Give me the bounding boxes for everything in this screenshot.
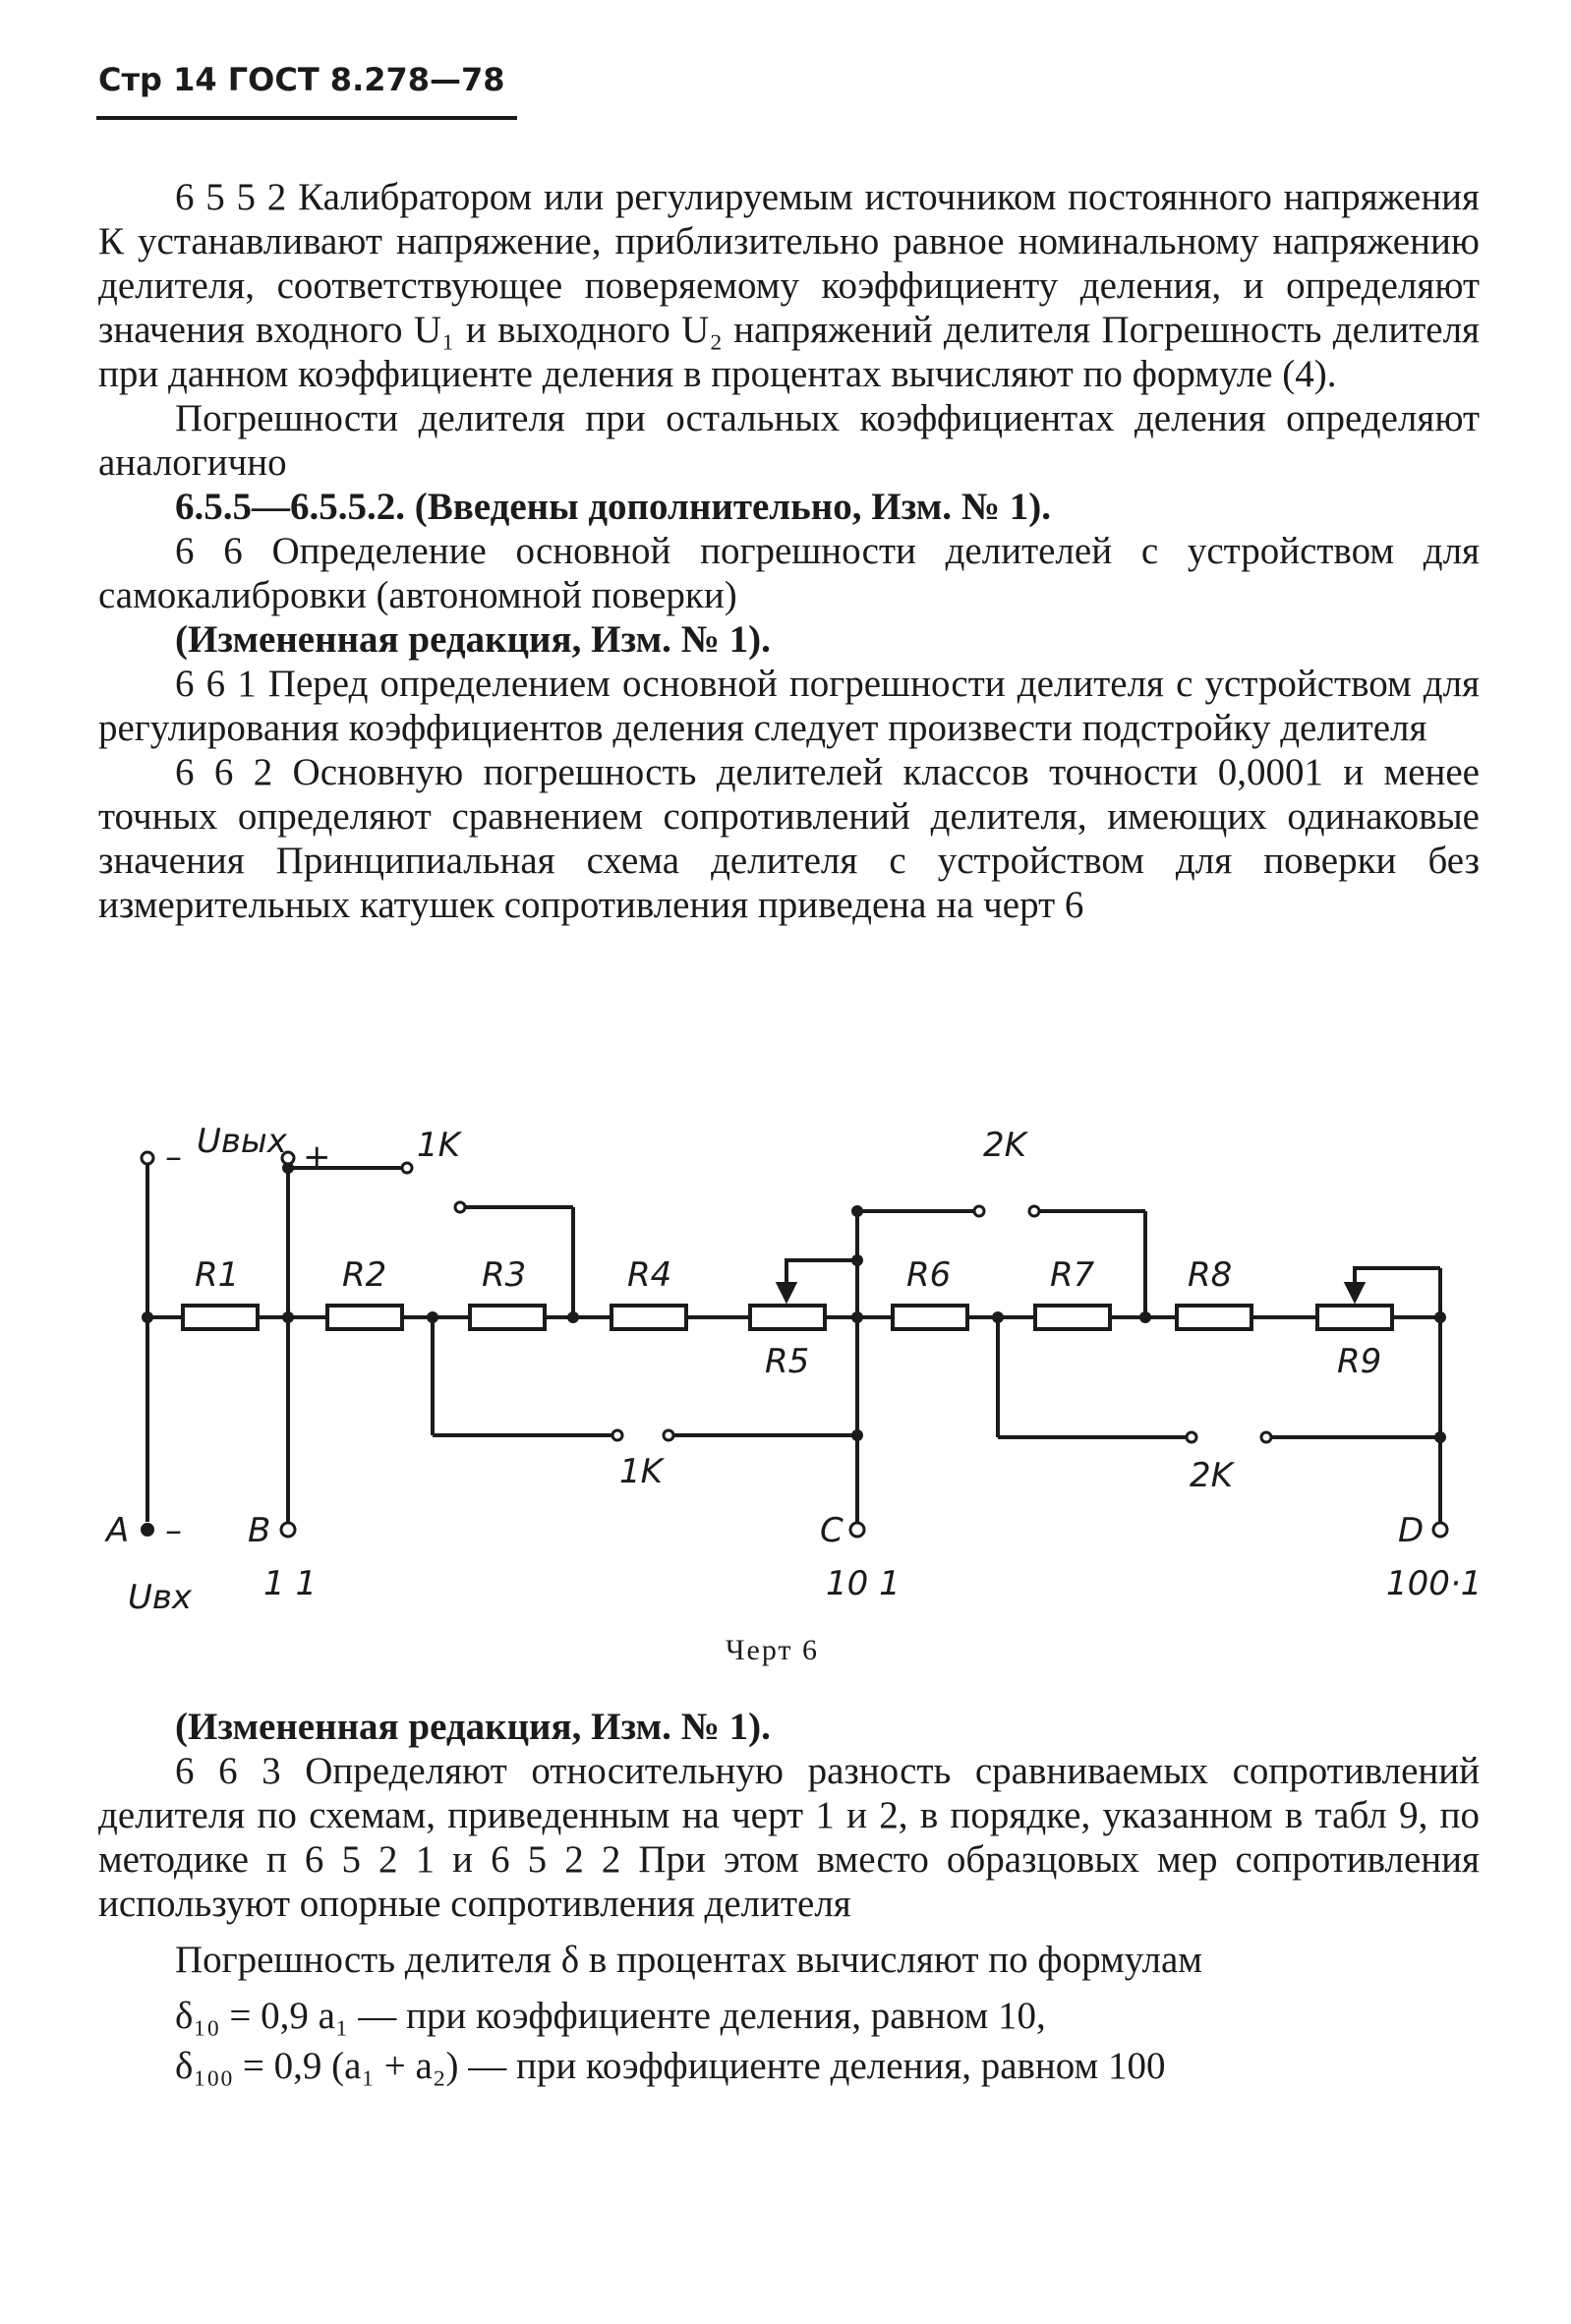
amendment-note: 6.5.5—6.5.5.2. (Введены дополнительно, Изм. № 1). (175, 486, 1051, 528)
junction-dot (427, 1311, 438, 1323)
junction-dot (1434, 1431, 1446, 1443)
junction-dot (1434, 1311, 1446, 1323)
junction-dot (1139, 1311, 1151, 1323)
terminal-c (850, 1523, 864, 1537)
junction-dot (851, 1429, 863, 1441)
resistor-r9 (1317, 1306, 1392, 1329)
terminal-b (281, 1523, 295, 1537)
resistor-r1 (183, 1306, 258, 1329)
resistor-r8 (1177, 1306, 1251, 1329)
paragraph: 6 6 1 Перед определением основной погрешности делителя с устройством для регулирования коэффициентов деления следует произвести подстройку делителя (98, 663, 1480, 749)
junction-dot (142, 1311, 153, 1323)
switch-label-2k-top: 2K (983, 1126, 1026, 1165)
junction-dot (992, 1311, 1004, 1323)
text-block-bottom (98, 1705, 1480, 2088)
r9-wiper (1355, 1268, 1440, 1296)
resistor-r5 (750, 1306, 825, 1329)
switch-label-2k-bottom: 2K (1190, 1456, 1233, 1495)
switch-label-1k-top: 1K (417, 1126, 460, 1165)
junction-dot (567, 1311, 579, 1323)
switch-contact (612, 1430, 622, 1440)
terminal-a-dot (141, 1523, 154, 1537)
plus-sign: + (303, 1137, 331, 1177)
resistor-r4 (611, 1306, 686, 1329)
terminal-label-a: A (106, 1511, 130, 1550)
terminal-out-minus (142, 1152, 153, 1164)
u-in-label: Uвх (128, 1578, 193, 1617)
paragraph: 6 6 2 Основную погрешность делителей классов точности 0,0001 и менее точных определяют сравнением сопротивлений делителя, имеющих одинаковые значения Принципиальная схема делителя с устройством для поверки без измерительных катушек сопротивления приведена на черт 6 (98, 751, 1480, 926)
resistor-label-r5: R5 (765, 1342, 810, 1381)
resistor-label-r3: R3 (482, 1255, 527, 1295)
terminal-label-c: C (820, 1511, 844, 1550)
terminal-label-b: B (248, 1511, 271, 1550)
r5-arrow (779, 1284, 794, 1300)
resistor-label-r8: R8 (1188, 1255, 1233, 1295)
resistor-r7 (1035, 1306, 1110, 1329)
terminal-d (1433, 1523, 1447, 1537)
switch-label-1k-bottom: 1K (619, 1452, 663, 1491)
ratio-label-d: 100·1 (1386, 1564, 1483, 1603)
page-header: Стр 14 ГОСТ 8.278—78 (98, 61, 505, 98)
switch-contact (1187, 1432, 1196, 1442)
resistor-label-r6: R6 (906, 1255, 952, 1295)
section-heading: 6 6 Определение основной погрешности делителей с устройством для самокалибровки (автономной поверки) (98, 530, 1480, 616)
switch-contact (1029, 1206, 1039, 1216)
r5-wiper (786, 1260, 857, 1296)
switch-contact (664, 1430, 673, 1440)
paragraph: Погрешность делителя δ в процентах вычисляют по формулам (175, 1939, 1202, 1981)
amendment-note: (Измененная редакция, Изм. № 1). (175, 1706, 771, 1748)
junction-dot (851, 1254, 863, 1266)
junction-dot (851, 1205, 863, 1217)
resistor-label-r1: R1 (195, 1255, 240, 1295)
ratio-label-b: 1 1 (263, 1564, 318, 1603)
formula-delta-100: δ₁₀₀ = 0,9 (a₁ + a₂) — при коэффициенте деления, равном 100 (175, 2045, 1166, 2087)
resistor-label-r2: R2 (342, 1255, 387, 1295)
switch-contact (402, 1163, 412, 1173)
resistor-r6 (893, 1306, 967, 1329)
paragraph: 6 6 3 Определяют относительную разность сравниваемых сопротивлений делителя по схемам, приведенным на черт 1 и 2, в порядке, указанном в табл 9, по методике п 6 5 2 1 и 6 5 2 2 При этом вместо образцовых мер сопротивления используют опорные сопротивления делителя (98, 1750, 1480, 1925)
switch-contact (1261, 1432, 1271, 1442)
amendment-note: (Измененная редакция, Изм. № 1). (175, 618, 771, 661)
u-out-label: Uвых (197, 1122, 287, 1161)
paragraph: 6 5 5 2 Калибратором или регулируемым источником постоянного напряжения К устанавливают напряжение, приблизительно равное номинальному напряжению делителя, соответствующее поверяемому коэффициенту деления, и определяют значения входного U₁ и выходного U₂ напряжений делителя Погрешность делителя при данном коэффициенте деления в процентах вычисляют по формуле (4). (98, 176, 1480, 395)
ratio-label-c: 10 1 (826, 1564, 901, 1603)
resistor-r3 (470, 1306, 545, 1329)
junction-dot (851, 1311, 863, 1323)
figure-caption: Черт 6 (726, 1634, 820, 1666)
paragraph: Погрешности делителя при остальных коэффициентах деления определяют аналогично (98, 397, 1480, 484)
terminal-label-d: D (1398, 1511, 1425, 1550)
resistor-label-r9: R9 (1337, 1342, 1382, 1381)
r9-arrow (1347, 1284, 1363, 1300)
junction-dot (282, 1311, 294, 1323)
resistor-label-r7: R7 (1050, 1255, 1095, 1295)
minus-sign: – (165, 1511, 182, 1550)
switch-contact (974, 1206, 984, 1216)
resistor-label-r4: R4 (627, 1255, 672, 1295)
formula-delta-10: δ₁₀ = 0,9 a₁ — при коэффициенте деления, равном 10, (175, 1995, 1046, 2037)
switch-contact (455, 1202, 465, 1212)
resistor-r2 (327, 1306, 402, 1329)
minus-sign: – (165, 1137, 182, 1177)
